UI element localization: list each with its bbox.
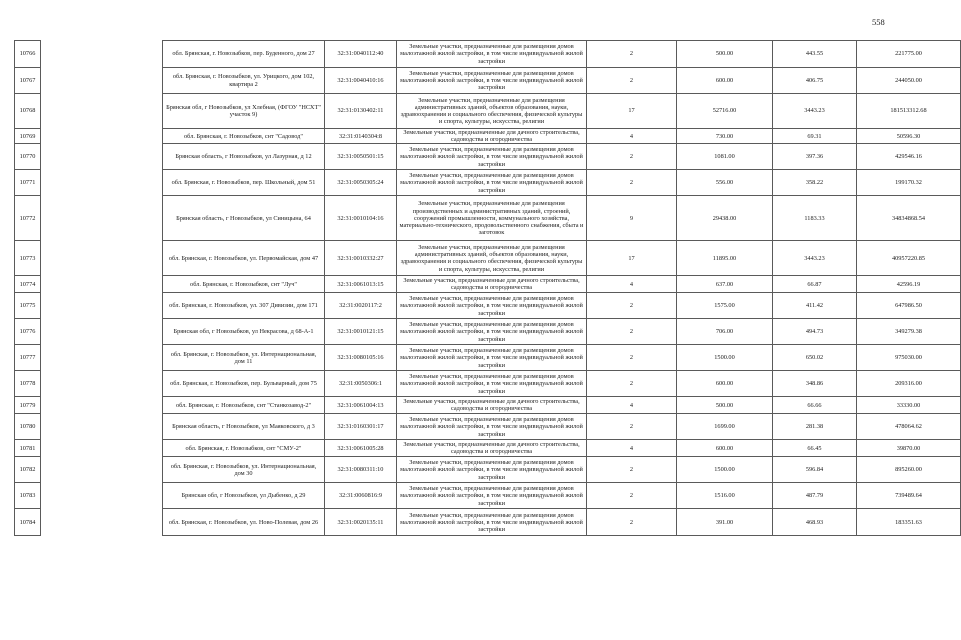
cell-record-number: 10769 — [15, 129, 41, 144]
cell-area: 637.00 — [677, 276, 773, 293]
table-row — [15, 68, 961, 94]
cell-cadastral-number: 32:31:0160301:17 — [325, 414, 397, 440]
cell-land-use: Земельные участки, предназначенные для дачного строительства, садоводства и огородничества — [397, 276, 587, 293]
cell-land-use: Земельные участки, предназначенные для размещения производственных и административных зданий, строений, сооружений промышленности, коммунального хозяйства, материально-технического, продовольственного снабжения, сбыта и заготовок — [397, 196, 587, 241]
cell-area: 500.00 — [677, 41, 773, 68]
cell-use-group: 2 — [587, 170, 677, 196]
cell-land-use: Земельные участки, предназначенные для размещения административных зданий, объектов образования, науки, здравоохранения и социального обеспечения, физической культуры и спорта, культуры, искусства, религии — [397, 241, 587, 276]
spacer-cell — [41, 440, 163, 457]
cell-specific-value: 1183.33 — [773, 196, 857, 241]
cell-use-group: 2 — [587, 41, 677, 68]
cell-area: 500.00 — [677, 397, 773, 414]
table-row — [15, 170, 961, 196]
cell-record-number: 10777 — [15, 345, 41, 371]
cell-address: обл. Брянская, г. Новозыбков, ул. 307 Дивизии, дом 171 — [163, 293, 325, 319]
cell-area: 706.00 — [677, 319, 773, 345]
cell-specific-value: 66.45 — [773, 440, 857, 457]
cell-record-number: 10784 — [15, 509, 41, 536]
cell-area: 391.00 — [677, 509, 773, 536]
cell-address: обл. Брянская, г. Новозыбков, ул. Интернациональная, дом 30 — [163, 457, 325, 483]
spacer-cell — [41, 397, 163, 414]
cell-specific-value: 411.42 — [773, 293, 857, 319]
cell-land-use: Земельные участки, предназначенные для размещения домов малоэтажной жилой застройки, в том числе индивидуальной жилой застройки — [397, 414, 587, 440]
cell-land-use: Земельные участки, предназначенные для размещения домов малоэтажной жилой застройки, в том числе индивидуальной жилой застройки — [397, 345, 587, 371]
cell-area: 600.00 — [677, 440, 773, 457]
table-row — [15, 509, 961, 536]
cell-record-number: 10776 — [15, 319, 41, 345]
cell-cadastral-number: 32:31:0140304:8 — [325, 129, 397, 144]
table-body — [15, 41, 961, 536]
cell-record-number: 10778 — [15, 371, 41, 397]
cell-record-number: 10767 — [15, 68, 41, 94]
cell-cadastral-value: 221775.00 — [857, 41, 961, 68]
table-row — [15, 345, 961, 371]
spacer-cell — [41, 345, 163, 371]
cell-cadastral-value: 39870.00 — [857, 440, 961, 457]
cell-cadastral-value: 33330.00 — [857, 397, 961, 414]
spacer-cell — [41, 414, 163, 440]
cell-cadastral-number: 32:31:0010332:27 — [325, 241, 397, 276]
cadastral-value-table — [14, 40, 961, 536]
cell-land-use: Земельные участки, предназначенные для размещения домов малоэтажной жилой застройки, в том числе индивидуальной жилой застройки — [397, 319, 587, 345]
cell-record-number: 10775 — [15, 293, 41, 319]
cell-cadastral-value: 181513312.68 — [857, 94, 961, 129]
cell-cadastral-value: 895260.00 — [857, 457, 961, 483]
cell-cadastral-value: 349279.38 — [857, 319, 961, 345]
cell-record-number: 10783 — [15, 483, 41, 509]
cell-record-number: 10771 — [15, 170, 41, 196]
cell-land-use: Земельные участки, предназначенные для размещения домов малоэтажной жилой застройки, в том числе индивидуальной жилой застройки — [397, 509, 587, 536]
cell-land-use: Земельные участки, предназначенные для размещения домов малоэтажной жилой застройки, в том числе индивидуальной жилой застройки — [397, 144, 587, 170]
cell-address: обл. Брянская, г. Новозыбков, снт "СМУ-2" — [163, 440, 325, 457]
cell-use-group: 2 — [587, 345, 677, 371]
cell-area: 1500.00 — [677, 345, 773, 371]
spacer-cell — [41, 241, 163, 276]
table-row — [15, 440, 961, 457]
cell-specific-value: 397.36 — [773, 144, 857, 170]
cell-land-use: Земельные участки, предназначенные для размещения домов малоэтажной жилой застройки, в том числе индивидуальной жилой застройки — [397, 483, 587, 509]
cell-cadastral-value: 42596.19 — [857, 276, 961, 293]
cell-address: обл. Брянская, г. Новозыбков, пер. Школьный, дом 51 — [163, 170, 325, 196]
cell-cadastral-number: 32:31:0040112:40 — [325, 41, 397, 68]
cell-address: обл. Брянская, г. Новозыбков, ул. Интернациональная, дом 11 — [163, 345, 325, 371]
cell-use-group: 17 — [587, 94, 677, 129]
cell-address: Брянская область, г Новозыбков, ул Лазурная, д 12 — [163, 144, 325, 170]
cell-use-group: 4 — [587, 276, 677, 293]
cell-use-group: 2 — [587, 509, 677, 536]
spacer-cell — [41, 41, 163, 68]
cell-address: обл. Брянская, г. Новозыбков, снт "Садовод" — [163, 129, 325, 144]
spacer-cell — [41, 371, 163, 397]
cell-area: 1500.00 — [677, 457, 773, 483]
spacer-cell — [41, 68, 163, 94]
cell-cadastral-number: 32:31:0080105:16 — [325, 345, 397, 371]
cell-specific-value: 596.84 — [773, 457, 857, 483]
cell-area: 1575.00 — [677, 293, 773, 319]
table-row — [15, 293, 961, 319]
cell-specific-value: 66.66 — [773, 397, 857, 414]
cell-specific-value: 66.87 — [773, 276, 857, 293]
table-row — [15, 371, 961, 397]
cell-specific-value: 348.86 — [773, 371, 857, 397]
cell-cadastral-number: 32:31:0020117:2 — [325, 293, 397, 319]
cell-land-use: Земельные участки, предназначенные для размещения административных зданий, объектов образования, науки, здравоохранения и социального обеспечения, физической культуры и спорта, культуры, искусства, религии — [397, 94, 587, 129]
table-row — [15, 397, 961, 414]
cell-address: обл. Брянская, г. Новозыбков, ул. Первомайская, дом 47 — [163, 241, 325, 276]
cell-cadastral-number: 32:31:0010121:15 — [325, 319, 397, 345]
cell-area: 730.00 — [677, 129, 773, 144]
cell-specific-value: 69.31 — [773, 129, 857, 144]
cell-land-use: Земельные участки, предназначенные для размещения домов малоэтажной жилой застройки, в том числе индивидуальной жилой застройки — [397, 293, 587, 319]
cell-area: 600.00 — [677, 371, 773, 397]
cell-address: Брянская обл, г Новозыбков, ул Дыбенко, д 29 — [163, 483, 325, 509]
cell-use-group: 2 — [587, 414, 677, 440]
cell-address: Брянская обл, г Новозыбков, ул Некрасова, д 68-А-1 — [163, 319, 325, 345]
spacer-cell — [41, 457, 163, 483]
cell-cadastral-number: 32:31:0060816:9 — [325, 483, 397, 509]
cell-cadastral-value: 975030.00 — [857, 345, 961, 371]
cell-use-group: 4 — [587, 440, 677, 457]
cell-use-group: 2 — [587, 293, 677, 319]
cell-area: 600.00 — [677, 68, 773, 94]
cell-specific-value: 443.55 — [773, 41, 857, 68]
page-number: 558 — [872, 17, 885, 27]
cell-specific-value: 468.93 — [773, 509, 857, 536]
cell-cadastral-value: 739489.64 — [857, 483, 961, 509]
cell-use-group: 17 — [587, 241, 677, 276]
spacer-cell — [41, 319, 163, 345]
table-row — [15, 129, 961, 144]
cell-cadastral-value: 50596.30 — [857, 129, 961, 144]
table-row — [15, 414, 961, 440]
cell-address: Брянская обл, г Новозыбков, ул Хлебная, (ФГОУ "НСХТ" участок 9) — [163, 94, 325, 129]
cell-cadastral-value: 40957220.85 — [857, 241, 961, 276]
cell-cadastral-value: 34834868.54 — [857, 196, 961, 241]
cell-land-use: Земельные участки, предназначенные для дачного строительства, садоводства и огородничества — [397, 440, 587, 457]
cell-record-number: 10768 — [15, 94, 41, 129]
cell-area: 1516.00 — [677, 483, 773, 509]
cell-address: обл. Брянская, г. Новозыбков, ул. Урицкого, дом 102, квартира 2 — [163, 68, 325, 94]
cell-land-use: Земельные участки, предназначенные для размещения домов малоэтажной жилой застройки, в том числе индивидуальной жилой застройки — [397, 170, 587, 196]
cell-address: обл. Брянская, г. Новозыбков, пер. Буденного, дом 27 — [163, 41, 325, 68]
cell-address: обл. Брянская, г. Новозыбков, пер. Бульварный, дом 75 — [163, 371, 325, 397]
cell-cadastral-number: 32:31:0020135:11 — [325, 509, 397, 536]
cell-record-number: 10781 — [15, 440, 41, 457]
cell-area: 1081.00 — [677, 144, 773, 170]
cell-specific-value: 3443.23 — [773, 241, 857, 276]
cell-cadastral-number: 32:31:0010104:16 — [325, 196, 397, 241]
cell-specific-value: 650.02 — [773, 345, 857, 371]
cell-record-number: 10782 — [15, 457, 41, 483]
cell-address: обл. Брянская, г. Новозыбков, снт "Луч" — [163, 276, 325, 293]
cell-land-use: Земельные участки, предназначенные для дачного строительства, садоводства и огородничества — [397, 129, 587, 144]
table-row — [15, 276, 961, 293]
cell-cadastral-number: 32:31:0061013:15 — [325, 276, 397, 293]
table-row — [15, 483, 961, 509]
cell-cadastral-number: 32:31:0050501:15 — [325, 144, 397, 170]
cell-cadastral-value: 209316.00 — [857, 371, 961, 397]
spacer-cell — [41, 129, 163, 144]
cell-record-number: 10772 — [15, 196, 41, 241]
cell-use-group: 9 — [587, 196, 677, 241]
table-row — [15, 196, 961, 241]
cell-use-group: 2 — [587, 319, 677, 345]
cell-cadastral-number: 32:31:0050306:1 — [325, 371, 397, 397]
cell-area: 29438.00 — [677, 196, 773, 241]
cell-land-use: Земельные участки, предназначенные для размещения домов малоэтажной жилой застройки, в том числе индивидуальной жилой застройки — [397, 68, 587, 94]
cell-cadastral-number: 32:31:0130402:11 — [325, 94, 397, 129]
cell-land-use: Земельные участки, предназначенные для размещения домов малоэтажной жилой застройки, в том числе индивидуальной жилой застройки — [397, 457, 587, 483]
cell-land-use: Земельные участки, предназначенные для дачного строительства, садоводства и огородничества — [397, 397, 587, 414]
cell-specific-value: 494.73 — [773, 319, 857, 345]
spacer-cell — [41, 509, 163, 536]
cell-use-group: 4 — [587, 129, 677, 144]
cell-cadastral-value: 183351.63 — [857, 509, 961, 536]
table-row — [15, 319, 961, 345]
cell-specific-value: 487.79 — [773, 483, 857, 509]
spacer-cell — [41, 483, 163, 509]
cell-area: 52716.00 — [677, 94, 773, 129]
table-row — [15, 241, 961, 276]
cell-cadastral-number: 32:31:0040410:16 — [325, 68, 397, 94]
cell-cadastral-value: 244050.00 — [857, 68, 961, 94]
cell-record-number: 10773 — [15, 241, 41, 276]
spacer-cell — [41, 293, 163, 319]
cell-use-group: 2 — [587, 68, 677, 94]
spacer-cell — [41, 144, 163, 170]
cell-cadastral-number: 32:31:0080311:10 — [325, 457, 397, 483]
cell-cadastral-number: 32:31:0050305:24 — [325, 170, 397, 196]
cell-record-number: 10779 — [15, 397, 41, 414]
cell-use-group: 2 — [587, 144, 677, 170]
cell-use-group: 2 — [587, 483, 677, 509]
spacer-cell — [41, 170, 163, 196]
cell-cadastral-value: 429546.16 — [857, 144, 961, 170]
cell-cadastral-value: 199170.32 — [857, 170, 961, 196]
cell-record-number: 10780 — [15, 414, 41, 440]
cell-area: 1699.00 — [677, 414, 773, 440]
cell-land-use: Земельные участки, предназначенные для размещения домов малоэтажной жилой застройки, в том числе индивидуальной жилой застройки — [397, 41, 587, 68]
cell-area: 11895.00 — [677, 241, 773, 276]
cell-specific-value: 281.38 — [773, 414, 857, 440]
cell-cadastral-number: 32:31:0061005:28 — [325, 440, 397, 457]
cell-address: обл. Брянская, г. Новозыбков, ул. Ново-Полевая, дом 26 — [163, 509, 325, 536]
cell-record-number: 10766 — [15, 41, 41, 68]
cell-record-number: 10774 — [15, 276, 41, 293]
cell-land-use: Земельные участки, предназначенные для размещения домов малоэтажной жилой застройки, в том числе индивидуальной жилой застройки — [397, 371, 587, 397]
cell-use-group: 4 — [587, 397, 677, 414]
cell-record-number: 10770 — [15, 144, 41, 170]
table-row — [15, 144, 961, 170]
cell-specific-value: 358.22 — [773, 170, 857, 196]
table-row — [15, 41, 961, 68]
cell-use-group: 2 — [587, 457, 677, 483]
spacer-cell — [41, 94, 163, 129]
cell-cadastral-value: 478064.62 — [857, 414, 961, 440]
cell-specific-value: 406.75 — [773, 68, 857, 94]
cell-cadastral-value: 647986.50 — [857, 293, 961, 319]
cell-address: обл. Брянская, г. Новозыбков, снт "Станкозавод-2" — [163, 397, 325, 414]
cell-address: Брянская область, г Новозыбков, ул Синицына, 64 — [163, 196, 325, 241]
table-row — [15, 94, 961, 129]
table-row — [15, 457, 961, 483]
cell-cadastral-number: 32:31:0061004:13 — [325, 397, 397, 414]
spacer-cell — [41, 196, 163, 241]
cell-use-group: 2 — [587, 371, 677, 397]
cell-area: 556.00 — [677, 170, 773, 196]
cell-address: Брянская область, г Новозыбков, ул Маяковского, д 3 — [163, 414, 325, 440]
cell-specific-value: 3443.23 — [773, 94, 857, 129]
spacer-cell — [41, 276, 163, 293]
